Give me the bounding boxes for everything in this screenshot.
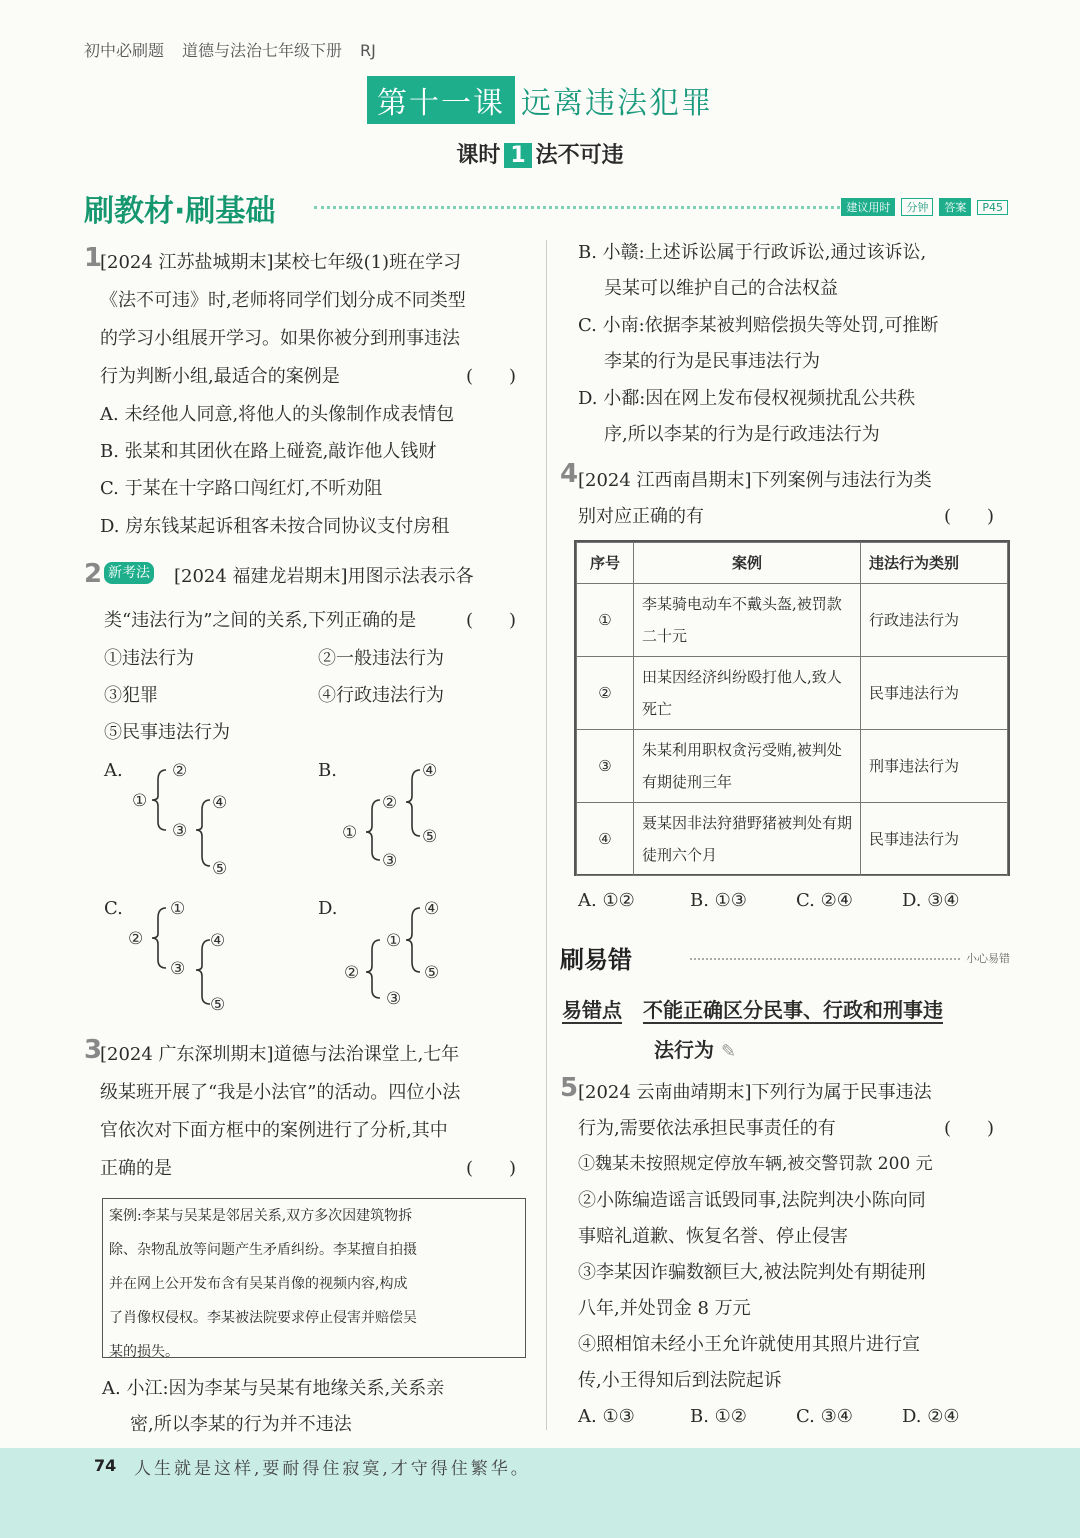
header-cell: 案例 [634,543,861,584]
table-cell: 聂某因非法狩猎野猪被判处有期徒刑六个月 [634,803,861,876]
q2-item: ②一般违法行为 [318,648,444,669]
mark-2: ② [382,793,398,813]
book-name: 初中必刷题 [84,41,165,60]
q4-option-d[interactable]: D. ③④ [902,890,960,911]
error-point-label: 易错点 [562,998,622,1022]
q5-item: ②小陈编造谣言诋毁同事,法院判决小陈向同 [578,1190,926,1211]
q1-line: 行为判断小组,最适合的案例是 [100,366,340,387]
mark-2: ② [128,929,144,949]
mark-2: ② [172,761,188,781]
q5-item: 传,小王得知后到法院起诉 [578,1370,782,1391]
q2-choice-a[interactable]: A. [104,760,123,781]
answer-tag: 答案 [939,198,971,216]
q5-option-c[interactable]: C. ③④ [796,1406,853,1427]
brace [196,800,210,866]
mark-4: ④ [422,761,438,781]
mark-5: ⑤ [424,963,440,983]
table-row [577,657,1008,730]
q2-number: 2 [84,559,103,589]
q2-choice-b[interactable]: B. [318,760,337,781]
lesson-label: 第十一课 [367,76,515,124]
brace [406,770,420,836]
table-cell: 民事违法行为 [861,657,1008,730]
period-number: 1 [504,143,531,168]
edition: RJ [360,41,376,60]
q4-option-a[interactable]: A. ①② [578,890,635,911]
answer-page-tag: P45 [977,200,1008,215]
diagram-b [342,761,437,871]
q3-line: 级某班开展了“我是小法官”的活动。四位小法 [100,1082,461,1103]
table-row [577,730,1008,803]
easy-mistake-banner [560,940,1010,976]
q3-option-c-cont: 李某的行为是民事违法行为 [604,351,820,372]
q1-answer-paren: ( ) [466,366,517,387]
case-line: 了肖像权侵权。李某被法院要求停止侵害并赔偿吴 [109,1310,417,1326]
case-box [102,1198,526,1358]
error-point [562,990,1008,1072]
header-cell: 序号 [577,543,634,584]
q3-number: 3 [84,1035,103,1065]
q1-option-c[interactable]: C. 于某在十字路口闯红灯,不听劝阻 [100,478,383,499]
q4-line: 别对应正确的有 [578,506,704,527]
q1-option-b[interactable]: B. 张某和其团伙在路上碰瓷,敲诈他人钱财 [100,441,437,462]
q4-option-b[interactable]: B. ①③ [690,890,747,911]
q4-number: 4 [560,459,579,489]
easy-mistake-title: 刷易错 [560,946,632,974]
q1-line: 的学习小组展开学习。如果你被分到刑事违法 [100,328,460,349]
subject-name: 道德与法治七年级下册 [182,41,343,60]
mark-3: ③ [170,959,186,979]
q3-option-d-cont: 序,所以李某的行为是行政违法行为 [604,424,880,445]
q3-option-a-cont: 密,所以李某的行为并不违法 [130,1414,352,1435]
table-cell: 田某因经济纠纷殴打他人,致人死亡 [634,657,861,730]
table-row [577,584,1008,657]
lesson-name: 远离违法犯罪 [521,86,713,121]
mark-1: ① [386,931,402,951]
q5-item: ①魏某未按照规定停放车辆,被交警罚款 200 元 [578,1154,933,1174]
q4-option-c[interactable]: C. ②④ [796,890,853,911]
q5-line: [2024 云南曲靖期末]下列行为属于民事违法 [578,1082,932,1103]
q1-option-d[interactable]: D. 房东钱某起诉租客未按合同协议支付房租 [100,516,450,537]
page-footer [0,1448,1080,1538]
table-cell: 行政违法行为 [861,584,1008,657]
q3-option-d[interactable]: D. 小鄱:因在网上发布侵权视频扰乱公共秩 [578,388,916,409]
brace [366,800,380,860]
case-line: 并在网上公开发布含有吴某肖像的视频内容,构成 [109,1276,408,1292]
q1-line: [2024 江苏盐城期末]某校七年级(1)班在学习 [100,252,462,273]
period-prefix: 课时 [456,143,501,168]
q5-item: 事赔礼道歉、恢复名誉、停止侵害 [578,1226,848,1247]
mark-1: ① [132,791,148,811]
q5-item: ③李某因诈骗数额巨大,被法院判处有期徒刑 [578,1262,926,1283]
q3-answer-paren: ( ) [466,1158,517,1179]
case-line: 某的损失。 [109,1344,179,1360]
header-cell: 违法行为类别 [861,543,1008,584]
q3-option-b[interactable]: B. 小赣:上述诉讼属于行政诉讼,通过该诉讼, [578,242,927,263]
q2-choice-d[interactable]: D. [318,898,338,919]
q5-option-b[interactable]: B. ①② [690,1406,747,1427]
q3-option-b-cont: 吴某可以维护自己的合法权益 [604,278,838,299]
mark-4: ④ [212,793,228,813]
case-line: 除、杂物乱放等问题产生矛盾纠纷。李某擅自拍摄 [109,1242,417,1258]
brace [152,908,166,968]
mark-2: ② [344,963,360,983]
error-point-text: 不能正确区分民事、行政和刑事违 [642,998,943,1022]
q4-table [576,542,1008,876]
q5-item: 八年,并处罚金 8 万元 [578,1298,751,1319]
mark-4: ④ [210,931,226,951]
table-cell: 朱某利用职权贪污受贿,被判处有期徒刑三年 [634,730,861,803]
case-line: 案例:李某与吴某是邻居关系,双方多次因建筑物拆 [109,1208,413,1224]
q4-answer-paren: ( ) [944,506,995,527]
table-cell: ② [577,657,634,730]
table-row [577,803,1008,876]
error-point-text-cont: 法行为 [654,1038,714,1062]
mark-5: ⑤ [422,827,438,847]
q3-line: [2024 广东深圳期末]道德与法治课堂上,七年 [100,1044,460,1065]
table-cell: ④ [577,803,634,876]
mark-1: ① [170,899,186,919]
q5-line: 行为,需要依法承担民事责任的有 [578,1118,836,1139]
banner-title: 刷教材·刷基础 [84,194,276,229]
time-tag: 建议用时 [841,198,895,216]
mark-5: ⑤ [212,859,228,879]
q1-option-a[interactable]: A. 未经他人同意,将他人的头像制作成表情包 [100,404,455,425]
q3-line: 正确的是 [100,1158,172,1179]
q2-choice-c[interactable]: C. [104,898,123,919]
q2-line: 类“违法行为”之间的关系,下列正确的是 [104,610,417,631]
table-cell: ① [577,584,634,657]
mark-4: ④ [424,899,440,919]
diagram-d [344,899,439,1009]
diagram-c [128,899,225,1015]
table-cell: 民事违法行为 [861,803,1008,876]
mark-3: ③ [386,989,402,1009]
mark-5: ⑤ [210,995,226,1015]
table-cell: 刑事违法行为 [861,730,1008,803]
minutes-tag: 分钟 [901,198,933,216]
period-name: 法不可违 [535,143,624,168]
q5-number: 5 [560,1073,579,1103]
q3-option-c[interactable]: C. 小南:依据李某被判赔偿损失等处罚,可推断 [578,315,939,336]
q3-option-a[interactable]: A. 小江:因为李某与吴某有地缘关系,关系亲 [102,1378,445,1399]
brace [152,770,166,830]
q2-item: ④行政违法行为 [318,685,444,706]
q2-line: [2024 福建龙岩期末]用图示法表示各 [174,566,474,587]
q1-line: 《法不可违》时,老师将同学们划分成不同类型 [100,290,466,311]
mark-1: ① [342,823,358,843]
easy-mistake-divider [690,958,960,960]
mark-3: ③ [172,821,188,841]
edit-icon: ✎ [720,1041,737,1062]
q2-item: ⑤民事违法行为 [104,722,230,743]
q1-number: 1 [84,243,103,273]
brace [406,908,420,972]
q5-option-d[interactable]: D. ②④ [902,1406,960,1427]
easy-mistake-tail: 小心易错 [966,952,1010,965]
brace [366,940,380,998]
q2-item: ①违法行为 [104,648,194,669]
table-cell: ③ [577,730,634,803]
brace [196,940,210,1004]
q2-answer-paren: ( ) [466,610,517,631]
page-number: 74 [94,1456,117,1475]
q4-line: [2024 江西南昌期末]下列案例与违法行为类 [578,470,932,491]
q5-answer-paren: ( ) [944,1118,995,1139]
table-cell: 李某骑电动车不戴头盔,被罚款二十元 [634,584,861,657]
diagram-a [132,761,227,879]
q5-item: ④照相馆未经小王允许就使用其照片进行宣 [578,1334,920,1355]
table-header-row [577,543,1008,584]
q5-option-a[interactable]: A. ①③ [578,1406,635,1427]
mark-3: ③ [382,851,398,871]
q3-line: 官依次对下面方框中的案例进行了分析,其中 [100,1120,448,1141]
new-method-badge: 新考法 [104,562,154,584]
q2-item: ③犯罪 [104,685,158,706]
footer-motto: 人生就是这样,要耐得住寂寞,才守得住繁华。 [134,1459,531,1479]
